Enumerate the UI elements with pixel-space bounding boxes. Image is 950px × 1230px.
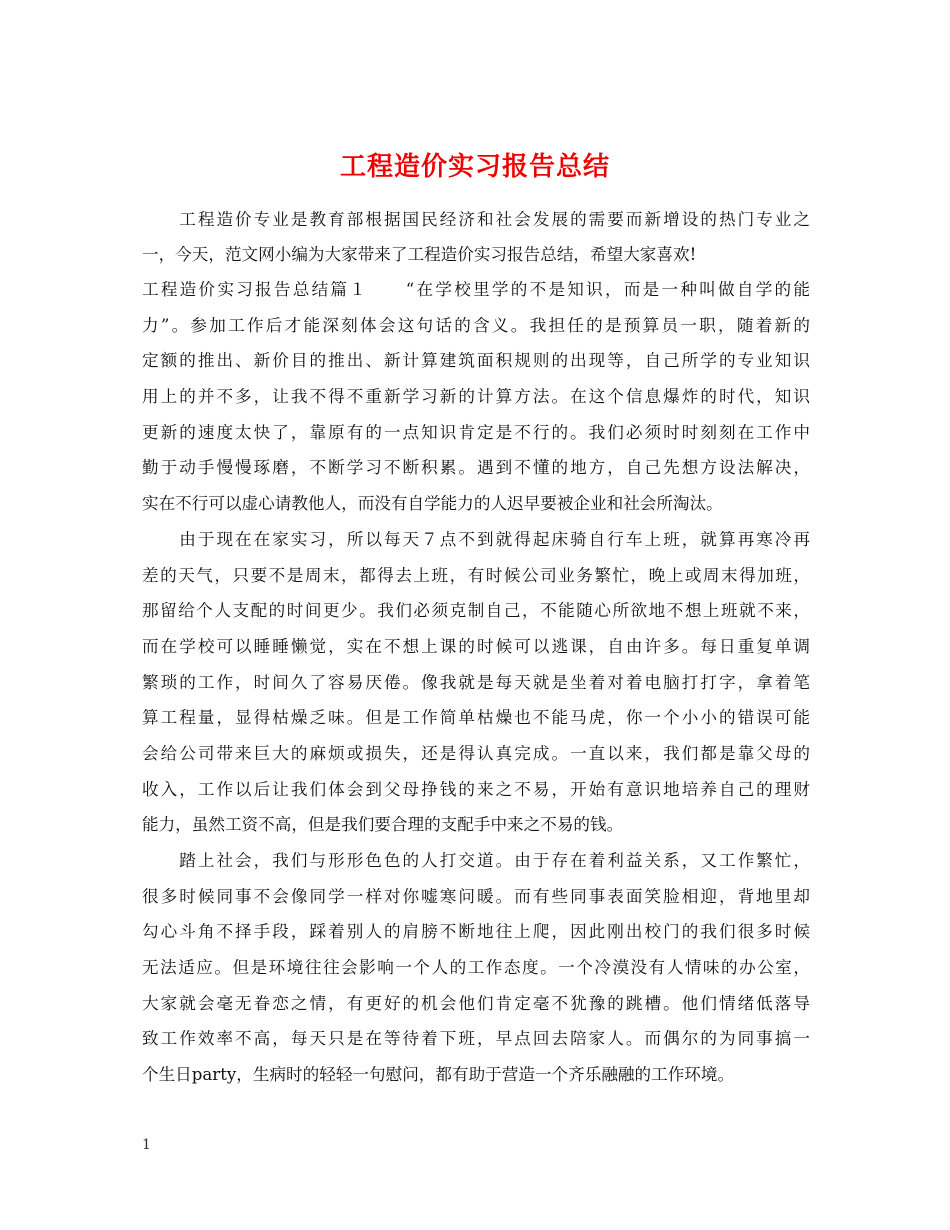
text-line: 工程造价实习报告总结篇１ “在学校里学的不是知识，而是一种叫做自学的能 [142, 280, 810, 299]
text-line: 无法适应。但是环境往往会影响一个人的工作态度。一个冷漠没有人情味的办公室， [142, 958, 810, 977]
text-line: 会给公司带来巨大的麻烦或损失，还是得认真完成。一直以来，我们都是靠父母的 [142, 744, 810, 763]
text-line: 很多时候同事不会像同学一样对你嘘寒问暖。而有些同事表面笑脸相迎，背地里却 [142, 887, 810, 906]
text-line: 收入，工作以后让我们体会到父母挣钱的来之不易，开始有意识地培养自己的理财 [142, 780, 810, 799]
text-line: 算工程量，显得枯燥乏味。但是工作简单枯燥也不能马虎，你一个小小的错误可能 [142, 708, 810, 727]
text-line: 差的天气，只要不是周末，都得去上班，有时候公司业务繁忙，晚上或周末得加班， [142, 566, 810, 585]
text-line: 力”。参加工作后才能深刻体会这句话的含义。我担任的是预算员一职，随着新的 [142, 316, 810, 335]
text-line: 定额的推出、新价目的推出、新计算建筑面积规则的出现等，自己所学的专业知识 [142, 351, 810, 370]
text-line: 勾心斗角不择手段，踩着别人的肩膀不断地往上爬，因此刚出校门的我们很多时候 [142, 922, 810, 941]
text-line: 用上的并不多，让我不得不重新学习新的计算方法。在这个信息爆炸的时代，知识 [142, 387, 810, 406]
document-title: 工程造价实习报告总结 [339, 152, 610, 183]
text-line: 那留给个人支配的时间更少。我们必须克制自己，不能随心所欲地不想上班就不来， [142, 601, 810, 620]
text-line: 工程造价专业是教育部根据国民经济和社会发展的需要而新增设的热门专业之 [142, 210, 810, 229]
text-line: 实在不行可以虚心请教他人，而没有自学能力的人迟早要被企业和社会所淘汰。 [142, 494, 723, 513]
text-line: 勤于动手慢慢琢磨，不断学习不断积累。遇到不懂的地方，自己先想方设法解决， [142, 458, 810, 477]
text-line: 繁琐的工作，时间久了容易厌倦。像我就是每天就是坐着对着电脑打打字，拿着笔 [142, 673, 810, 692]
text-line: 一，今天，范文网小编为大家带来了工程造价实习报告总结，希望大家喜欢! [142, 245, 697, 264]
text-line: 由于现在在家实习，所以每天７点不到就得起床骑自行车上班，就算再寒冷再 [142, 530, 810, 549]
text-line: 致工作效率不高，每天只是在等待着下班，早点回去陪家人。而偶尔的为同事搞一 [142, 1029, 810, 1048]
text-line: 而在学校可以睡睡懒觉，实在不想上课的时候可以逃课，自由许多。每日重复单调 [142, 637, 810, 656]
text-line: 大家就会毫无眷恋之情，有更好的机会他们肯定毫不犹豫的跳槽。他们情绪低落导 [142, 994, 810, 1013]
text-line: 个生日party，生病时的轻轻一句慰问，都有助于营造一个齐乐融融的工作环境。 [142, 1065, 735, 1084]
text-line: 能力，虽然工资不高，但是我们要合理的支配手中来之不易的钱。 [142, 815, 624, 834]
text-line: 更新的速度太快了，靠原有的一点知识肯定是不行的。我们必须时时刻刻在工作中 [142, 423, 810, 442]
page-number: 1 [142, 1137, 151, 1153]
text-line: 踏上社会，我们与形形色色的人打交道。由于存在着利益关系，又工作繁忙， [142, 851, 810, 870]
